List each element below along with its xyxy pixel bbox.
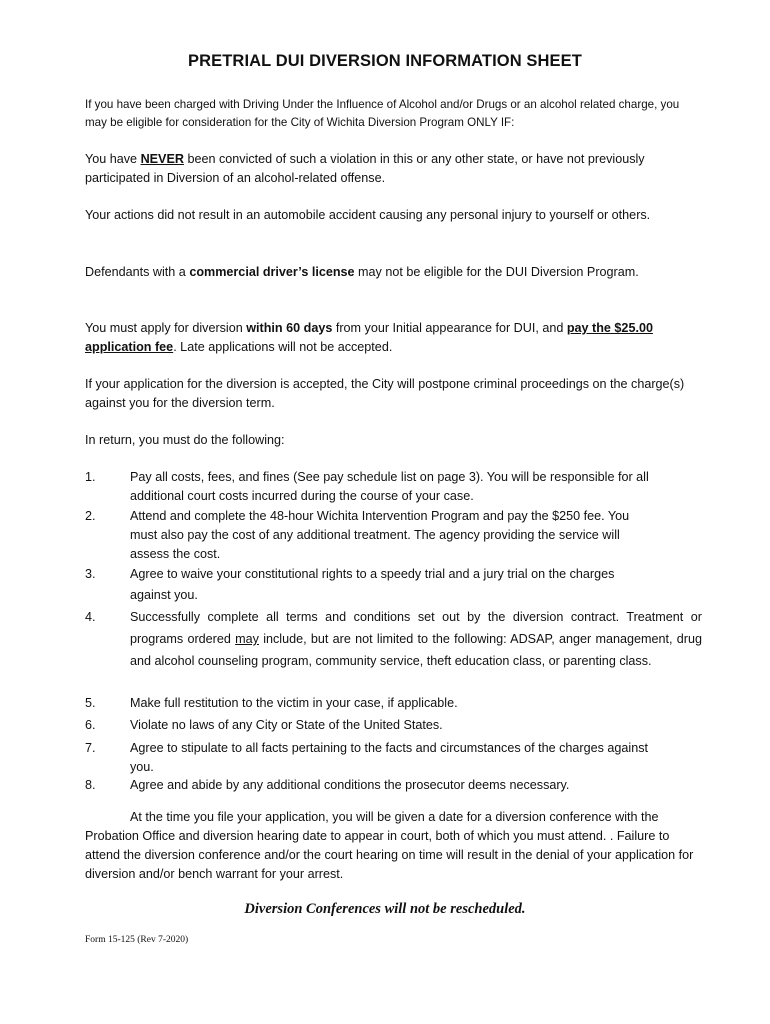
form-number: Form 15-125 (Rev 7-2020) <box>85 935 189 945</box>
closing-paragraph: At the time you file your application, you will be given a date for a diversion conference with the Probation Office and diversion hearing date to appear in court, both of which you must attend. . Failure to attend the diversion conference and/or the court hearing on time will result in the denial of your application for diversion and/or bench warrant for your arrest. <box>85 810 694 881</box>
cdl-paragraph: Defendants with a commercial driver’s license may not be eligible for the DUI Diversion Program. <box>85 265 639 279</box>
may-emphasis: may <box>235 632 259 646</box>
never-emphasis: NEVER <box>140 152 184 166</box>
postpone-paragraph: If your application for the diversion is accepted, the City will postpone criminal proceedings on the charge(s) against you for the diversion term. <box>85 377 685 410</box>
page-title: PRETRIAL DUI DIVERSION INFORMATION SHEET <box>188 52 582 70</box>
cdl-emphasis: commercial driver’s license <box>189 265 355 279</box>
fee-emphasis: pay the $25.00 application fee <box>85 321 653 354</box>
intro-paragraph: If you have been charged with Driving Under the Influence of Alcohol and/or Drugs or an alcohol related charge, you may be eligible for consideration for the City of Wichita Diversion Program ONLY IF: <box>85 98 680 129</box>
document-page: PRETRIAL DUI DIVERSION INFORMATION SHEET If you have been charged with Driving Under the Influence of Alcohol and/or Drugs or an alcohol related charge, you may be eligible for consideration for the City of Wichita Diversion Program ONLY IF: You have NEVER been convicted of such a violation in this or any other state, or have not previously participated in Diversion of an alcohol-related offense. Your actions did not result in an automobile accident causing any personal injury to yourself or others. Defendants with a commercial driver’s license may not be eligible for the DUI Diversion Program. You must apply for diversion within 60 days from your Initial appearance for DUI, and pay the $25.00 application fee. Late applications will not be accepted. If your application for the diversion is accepted, the City will postpone criminal proceedings on the charge(s) against you for the diversion term. In return, you must do the following: 1. Pay all costs, fees, and fines (See pay schedule list on page 3). You will be responsible for all additional court costs incurred during the course of your case. 2. Attend and complete the 48-hour Wichita Intervention Program and pay the $250 fee. You must also pay the cost of any additional treatment. The agency providing the service will assess the cost. 3. Agree to waive your constitutional rights to a speedy trial and a jury trial on the charges against you. 4. Successfully complete all terms and conditions set out by the diversion contract. Treatment or programs ordered may include, but are not limited to the following: ADSAP, anger management, drug and alcohol counseling program, community service, theft education class, or parenting class. 5. Make full restitution to the victim in your case, if applicable. 6. Violate no laws of any City or State of the United States. 7. Agree to stipulate to all facts pertaining to the facts and circumstances of the charges against you. 8. Agree and abide by any additional conditions the prosecutor deems necessary. At the time you file your application, you will be given a date for a diversion conference with the Probation Office and diversion hearing date to appear in court, both of which you must attend. . Failure to attend the diversion conference and/or the court hearing on time will result in the denial of your application for diversion and/or bench warrant for your arrest. Diversion Conferences will not be rescheduled. Form 15-125 (Rev 7-2020) <box>0 0 770 1024</box>
no-accident-paragraph: Your actions did not result in an automobile accident causing any personal injury to yourself or others. <box>85 208 651 222</box>
in-return-heading: In return, you must do the following: <box>85 433 285 447</box>
apply-deadline-paragraph: You must apply for diversion within 60 days from your Initial appearance for DUI, and pay the $25.00 application fee. Late applications will not be accepted. <box>85 321 653 354</box>
never-convicted-paragraph: You have NEVER been convicted of such a violation in this or any other state, or have not previously participated in Diversion of an alcohol-related offense. <box>85 152 645 185</box>
deadline-emphasis: within 60 days <box>246 321 333 335</box>
no-reschedule-notice: Diversion Conferences will not be rescheduled. <box>244 901 526 917</box>
